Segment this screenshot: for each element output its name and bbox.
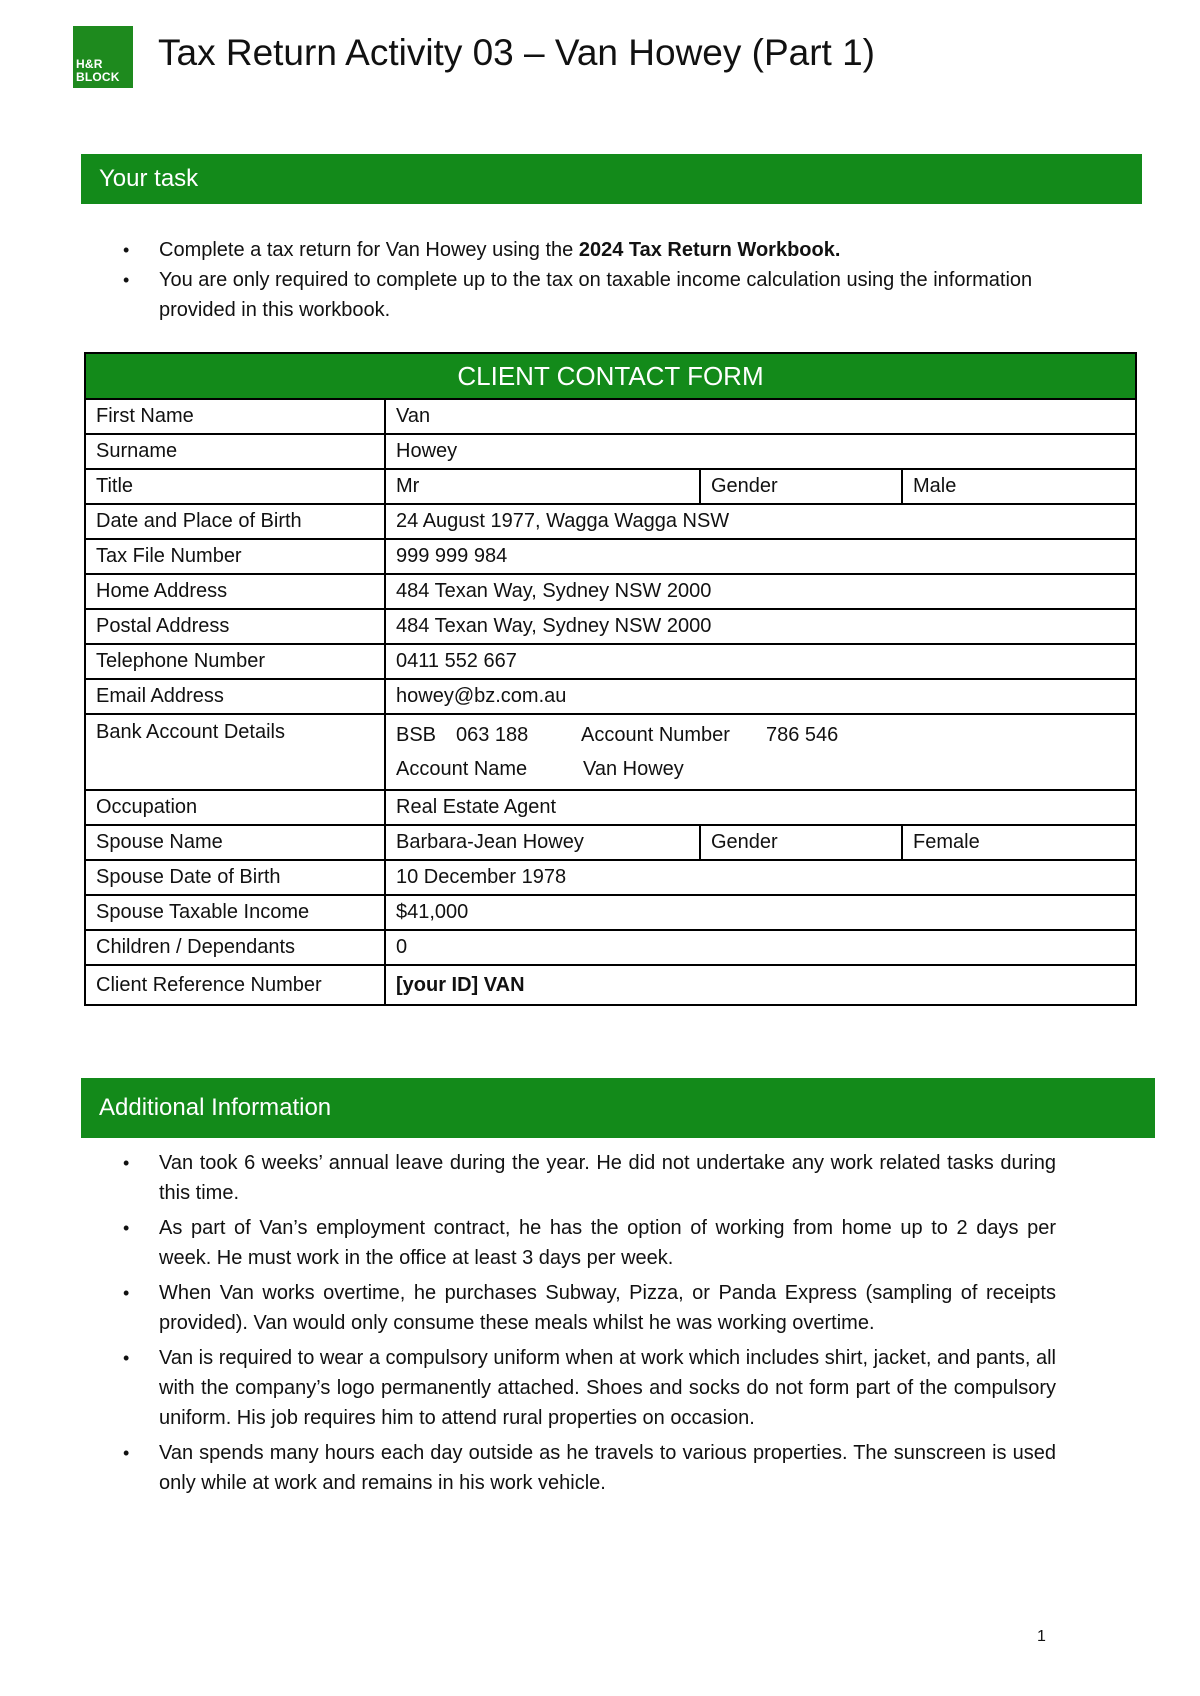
table-row	[85, 714, 1136, 790]
table-row	[85, 965, 1136, 1005]
children-value: 0	[385, 930, 1136, 965]
dob-value: 24 August 1977, Wagga Wagga NSW	[385, 504, 1136, 539]
phone-value: 0411 552 667	[385, 644, 1136, 679]
list-item: • Van spends many hours each day outside as he travels to various properties. The sunscreen is used only while at work and remains in his work vehicle.	[81, 1438, 1056, 1498]
field-label: Bank Account Details	[85, 714, 385, 790]
field-label: Tax File Number	[85, 539, 385, 574]
page-title: Tax Return Activity 03 – Van Howey (Part 1)	[158, 32, 876, 73]
field-label: Surname	[85, 434, 385, 469]
your-task-heading-text: Your task	[99, 165, 199, 192]
additional-info-heading-text: Additional Information	[99, 1094, 332, 1121]
task-item	[81, 265, 1101, 325]
field-label: Children / Dependants	[85, 930, 385, 965]
surname-value: Howey	[385, 434, 1136, 469]
task-item	[81, 235, 1101, 265]
table-row	[85, 895, 1136, 930]
table-row	[85, 539, 1136, 574]
tfn-value: 999 999 984	[385, 539, 1136, 574]
field-label: First Name	[85, 399, 385, 434]
task-item-text: Complete a tax return for Van Howey using the	[159, 239, 579, 261]
hr-block-logo	[73, 26, 133, 88]
your-task-heading	[81, 154, 1142, 204]
field-label: Occupation	[85, 790, 385, 825]
bsb-value: 063 188	[456, 723, 529, 746]
page-number: 1	[1037, 1628, 1046, 1645]
list-item: • Van is required to wear a compulsory uniform when at work which includes shirt, jacket, and pants, all with the company’s logo permanently attached. Shoes and socks do not form part of the compulsory uniform. His job requires him to attend rural properties on occasion.	[81, 1343, 1056, 1433]
logo-line-1: H&R	[76, 57, 103, 71]
home-address-value: 484 Texan Way, Sydney NSW 2000	[385, 574, 1136, 609]
title-value: Mr	[385, 469, 700, 504]
occupation-value: Real Estate Agent	[385, 790, 1136, 825]
spouse-gender-value: Female	[902, 825, 1136, 860]
field-label: Postal Address	[85, 609, 385, 644]
table-row	[85, 399, 1136, 434]
bank-line-2	[396, 752, 1135, 786]
field-label: Gender	[700, 825, 902, 860]
field-label: Email Address	[85, 679, 385, 714]
form-heading: CLIENT CONTACT FORM	[85, 353, 1136, 399]
first-name-value: Van	[385, 399, 1136, 434]
table-row	[85, 679, 1136, 714]
logo-line-2: BLOCK	[76, 70, 120, 84]
email-value: howey@bz.com.au	[385, 679, 1136, 714]
task-item-text: You are only required to complete up to the tax on taxable income calculation using the information provided in this workbook.	[159, 269, 1033, 321]
client-reference-value: [your ID] VAN	[385, 965, 1136, 1005]
gender-value: Male	[902, 469, 1136, 504]
table-row	[85, 469, 1136, 504]
table-row	[85, 574, 1136, 609]
field-label: Client Reference Number	[85, 965, 385, 1005]
field-label: Home Address	[85, 574, 385, 609]
field-label: Gender	[700, 469, 902, 504]
account-number-label: Account Number	[581, 723, 730, 746]
list-item: • As part of Van’s employment contract, he has the option of working from home up to 2 days per week. He must work in the office at least 3 days per week.	[81, 1213, 1056, 1273]
list-item: • Van took 6 weeks’ annual leave during the year. He did not undertake any work related tasks during this time.	[81, 1148, 1056, 1208]
workbook-name: 2024 Tax Return Workbook.	[578, 239, 841, 261]
additional-info-list	[81, 1148, 1056, 1503]
table-row	[85, 609, 1136, 644]
table-row	[85, 644, 1136, 679]
table-row	[85, 504, 1136, 539]
table-row	[85, 825, 1136, 860]
bsb-label: BSB	[396, 723, 437, 746]
spouse-name-value: Barbara-Jean Howey	[385, 825, 700, 860]
table-row	[85, 860, 1136, 895]
table-row	[85, 434, 1136, 469]
account-name-label: Account Name	[396, 757, 528, 780]
field-label: Title	[85, 469, 385, 504]
spouse-dob-value: 10 December 1978	[385, 860, 1136, 895]
postal-address-value: 484 Texan Way, Sydney NSW 2000	[385, 609, 1136, 644]
task-list	[81, 235, 1101, 325]
table-row	[85, 930, 1136, 965]
field-label: Spouse Taxable Income	[85, 895, 385, 930]
account-number-value: 786 546	[766, 723, 839, 746]
account-name-value: Van Howey	[583, 757, 684, 780]
field-label: Date and Place of Birth	[85, 504, 385, 539]
additional-info-heading	[81, 1078, 1155, 1138]
bank-details-value	[385, 714, 1136, 790]
field-label: Telephone Number	[85, 644, 385, 679]
bank-line-1	[396, 718, 1135, 752]
client-contact-form	[84, 352, 1137, 1006]
spouse-income-value: $41,000	[385, 895, 1136, 930]
list-item: • When Van works overtime, he purchases Subway, Pizza, or Panda Express (sampling of receipts provided). Van would only consume these meals whilst he was working overtime.	[81, 1278, 1056, 1338]
field-label: Spouse Name	[85, 825, 385, 860]
table-row	[85, 790, 1136, 825]
field-label: Spouse Date of Birth	[85, 860, 385, 895]
